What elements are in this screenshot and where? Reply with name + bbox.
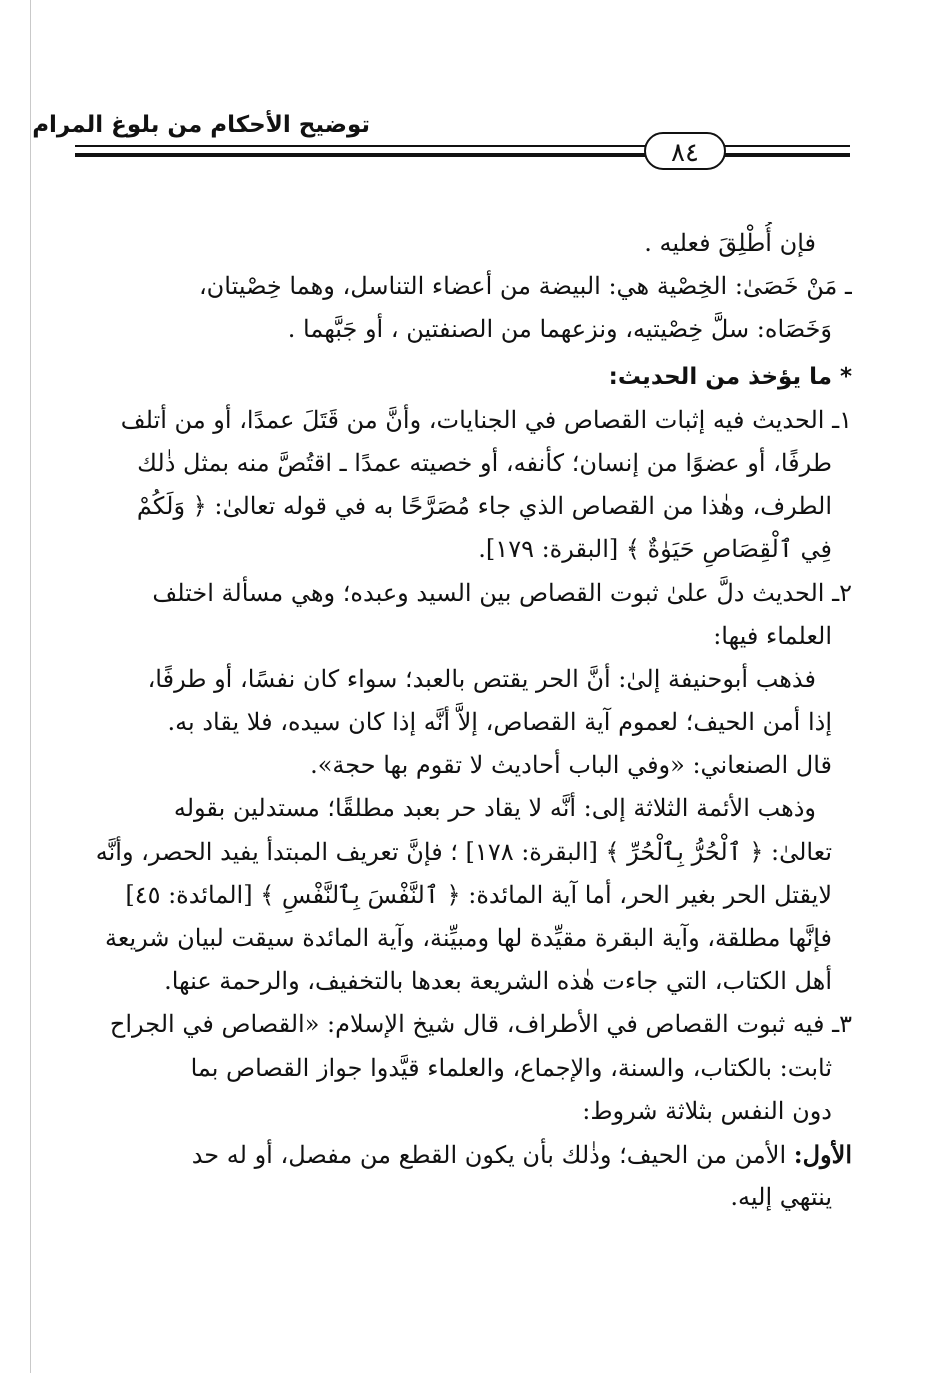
line-text: ٣ـ فيه ثبوت القصاص في الأطراف، قال شيخ الإسلام: «القصاص في الجراح [109, 1010, 852, 1039]
line-text: الطرف، وهٰذا من القصاص الذي جاء مُصَرَّحًا به في قوله تعالىٰ: ﴿ وَلَكُمْ [136, 492, 832, 521]
text-line [88, 744, 852, 787]
line-text: قال الصنعاني: «وفي الباب أحاديث لا تقوم بها حجة». [310, 751, 832, 780]
section-heading [88, 356, 852, 399]
line-text: فإن أُطْلِقَ فعليه . [644, 229, 816, 257]
line-text: الأمن من الحيف؛ وذٰلك بأن يكون القطع من مفصل، أو له حد [191, 1140, 794, 1169]
line-text: فِي ٱلْقِصَاصِ حَيَوٰةٌ ﴾ [البقرة: ١٧٩]. [478, 535, 832, 564]
condition-label: الأول: [793, 1139, 852, 1169]
text-line [88, 1133, 852, 1176]
text-line [88, 831, 852, 874]
line-text: أهل الكتاب، التي جاءت هٰذه الشريعة بعدها بالتخفيف، والرحمة عنها. [164, 967, 832, 996]
text-line [88, 1090, 852, 1133]
line-text: ٢ـ الحديث دلَّ علىٰ ثبوت القصاص بين السيد وعبده؛ وهي مسألة اختلف [152, 578, 852, 607]
line-text: ينتهي إليه. [730, 1183, 832, 1212]
line-text: فإنَّها مطلقة، وآية البقرة مقيِّدة لها ومبيِّنة، وآية المائدة سيقت لبيان شريعة [105, 924, 832, 952]
text-line [88, 265, 852, 308]
text-line [88, 1176, 852, 1219]
line-text: وَخَصَاه: سلَّ خِصْيتيه، ونزعهما من الصنفتين ، أو جَبَّهما . [287, 315, 832, 344]
line-text: فذهب أبوحنيفة إلىٰ: أنَّ الحر يقتص بالعبد؛ سواء كان نفسًا، أو طرفًا، [147, 664, 816, 693]
line-text: لايقتل الحر بغير الحر، أما آية المائدة: ﴿ ٱلنَّفْسَ بِٱلنَّفْسِ ﴾ [المائدة: ٤٥] [125, 880, 832, 909]
text-line [88, 572, 852, 615]
header-rule-bottom [75, 153, 850, 157]
line-text: ١ـ الحديث فيه إثبات القصاص في الجنايات، وأنَّ من قَتَلَ عمدًا، أو من أتلف [120, 405, 852, 434]
text-line [88, 485, 852, 528]
header-rule-top [75, 145, 850, 147]
text-line [88, 1047, 852, 1090]
text-line [88, 442, 852, 485]
text-line [88, 701, 852, 744]
text-line [88, 917, 852, 960]
line-text: ثابت: بالكتاب، والسنة، والإجماع، والعلماء قيَّدوا جواز القصاص بما [190, 1053, 832, 1082]
page-number: ٨٤ [644, 132, 726, 170]
left-margin-rule [30, 0, 31, 1373]
text-line [88, 658, 852, 701]
line-text: تعالىٰ: ﴿ ٱلْحُرُّ بِٱلْحُرِّ ﴾ [البقرة: ١٧٨] ؛ فإنَّ تعريف المبتدأ يفيد الحصر، وأنَّه [95, 837, 832, 866]
line-text: طرفًا، أو عضوًا من إنسان؛ كأنفه، أو خصيته عمدًا ـ اقتُصَّ منه بمثل ذٰلك [137, 448, 832, 477]
text-line [88, 615, 852, 658]
line-text: دون النفس بثلاثة شروط: [582, 1096, 832, 1125]
text-line [88, 222, 852, 265]
text-line [88, 528, 852, 571]
text-line [88, 874, 852, 917]
text-line [88, 787, 852, 830]
line-text: ـ مَنْ خَصَىٰ: الخِصْية هي: البيضة من أعضاء التناسل، وهما خِصْيتان، [198, 272, 852, 301]
text-line [88, 399, 852, 442]
running-title: توضيح الأحكام من بلوغ المرام [32, 112, 370, 138]
line-text: العلماء فيها: [713, 621, 832, 650]
page-body [88, 222, 852, 1219]
text-line [88, 308, 852, 351]
line-text: إذا أمن الحيف؛ لعموم آية القصاص، إلاَّ أنَّه إذا كان سيده، فلا يقاد به. [167, 708, 832, 737]
text-line [88, 960, 852, 1003]
line-text: * ما يؤخذ من الحديث: [608, 363, 852, 390]
line-text: وذهب الأئمة الثلاثة إلى: أنَّه لا يقاد حر بعبد مطلقًا؛ مستدلين بقوله [173, 794, 816, 823]
text-line [88, 1003, 852, 1046]
